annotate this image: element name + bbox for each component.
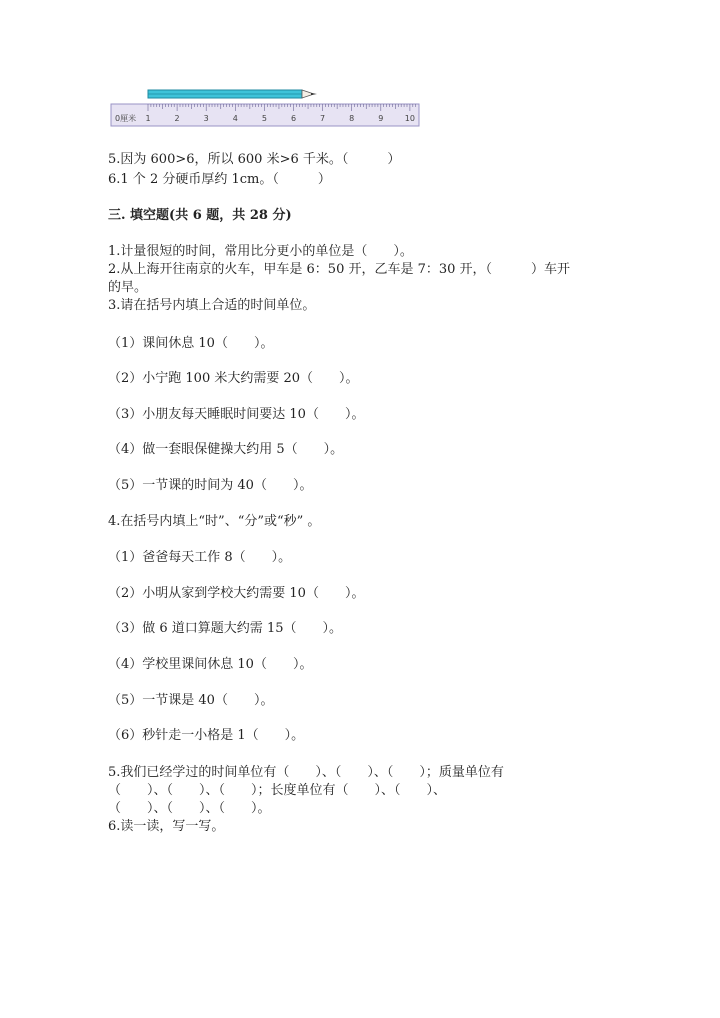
fill-question-4: 4.在括号内填上“时”、“分”或“秒” 。 — [108, 514, 321, 529]
q4-item: （2）小明从家到学校大约需要 10（ ）。 — [108, 586, 365, 601]
q4-item: （6）秒针走一小格是 1（ ）。 — [108, 728, 305, 743]
ruler-number: 9 — [378, 114, 384, 123]
ruler-zero-label: 0厘米 — [115, 114, 137, 123]
ruler-number: 1 — [145, 114, 151, 123]
fill-question-3: 3.请在括号内填上合适的时间单位。 — [108, 298, 316, 313]
ruler-number: 3 — [203, 114, 209, 123]
q4-item: （4）学校里课间休息 10（ ）。 — [108, 657, 313, 672]
ruler-number: 8 — [349, 114, 355, 123]
q3-item: （3）小朋友每天睡眠时间要达 10（ ）。 — [108, 407, 365, 422]
q4-item: （3）做 6 道口算题大约需 15（ ）。 — [108, 621, 342, 636]
fill-question-5-line-1: 5.我们已经学过的时间单位有（ ）、（ ）、（ ）；质量单位有 — [108, 765, 504, 780]
q4-item: （5）一节课是 40（ ）。 — [108, 693, 274, 708]
ruler-number: 5 — [261, 114, 267, 123]
ruler-number: 6 — [290, 114, 297, 123]
ruler-number: 7 — [320, 114, 326, 123]
q4-item: （1）爸爸每天工作 8（ ）。 — [108, 550, 292, 565]
judge-question-5: 5.因为 600>6，所以 600 米>6 千米。（ ） — [108, 152, 401, 167]
pencil-ruler-figure — [108, 84, 420, 130]
fill-question-1: 1.计量很短的时间，常用比分更小的单位是（ ）。 — [108, 244, 413, 259]
q3-item: （4）做一套眼保健操大约用 5（ ）。 — [108, 442, 344, 457]
ruler-number: 4 — [232, 114, 238, 123]
q3-item: （5）一节课的时间为 40（ ）。 — [108, 478, 313, 493]
fill-question-5-line-2: （ ）、（ ）、（ ）；长度单位有（ ）、（ ）、 — [108, 783, 447, 798]
pencil-ruler-illustration — [108, 84, 420, 130]
fill-question-2-line-2: 的早。 — [108, 280, 148, 295]
fill-question-2-line-1: 2.从上海开往南京的火车，甲车是 6：50 开，乙车是 7：30 开，（ ）车开 — [108, 262, 571, 277]
ruler-number: 2 — [174, 114, 180, 123]
section-title: 三. 填空题(共 6 题，共 28 分) — [108, 208, 292, 223]
judge-question-6: 6.1 个 2 分硬币厚约 1cm。（ ） — [108, 172, 331, 187]
pencil-icon — [148, 90, 317, 98]
q3-item: （2）小宁跑 100 米大约需要 20（ ）。 — [108, 371, 359, 386]
ruler-number: 10 — [404, 114, 415, 123]
q3-item: （1）课间休息 10（ ）。 — [108, 336, 274, 351]
fill-question-5-line-3: （ ）、（ ）、（ ）。 — [108, 801, 271, 816]
fill-question-6: 6.读一读，写一写。 — [108, 819, 225, 834]
